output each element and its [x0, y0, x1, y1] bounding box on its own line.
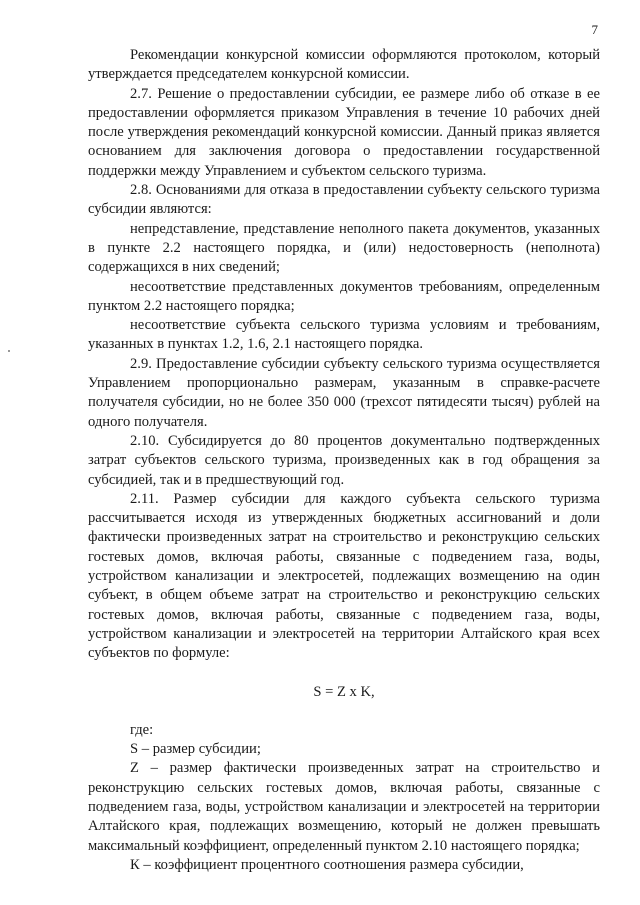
paragraph-refusal-reason-1: непредставление, представление неполного пакета документов, указанных в пункте 2.2 настоящего порядка, и (или) недостоверность (неполнота) содержащихся в них сведений; [88, 220, 600, 276]
paragraph-definition-k: К – коэффициент процентного соотношения размера субсидии, [130, 856, 524, 873]
paragraph-2-11: 2.11. Размер субсидии для каждого субъекта сельского туризма рассчитывается исходя из утвержденных бюджетных ассигнований и доли фактически произведенных затрат на строительство и реконструкцию сельских гостевых домов, включая работы, связанные с подведением газа, воды, устройством канализации и электросетей, подлежащих возмещению на один субъект, в общем объеме затрат на строительство и реконструкцию сельских гостевых домов, включая работы, связанные с подведением газа, воды, устройством канализации и электросетей на территории Алтайского края всех субъектов по формуле: [88, 490, 600, 662]
formula: S = Z x K, [313, 683, 375, 700]
paragraph-2-10: 2.10. Субсидируется до 80 процентов документально подтвержденных затрат субъектов сельского туризма, произведенных как в год обращения за субсидией, так и в предшествующий год. [88, 432, 600, 488]
paragraph-definition-s: S – размер субсидии; [130, 741, 261, 758]
paragraph-definition-z: Z – размер фактически произведенных затрат на строительство и реконструкцию сельских гостевых домов, включая работы, связанные с подведением газа, воды, устройством канализации и электросетей на территории Алтайского края, подлежащих возмещению, который не должен превышать максимальный коэффициент, определенный пунктом 2.10 настоящего порядка; [88, 760, 600, 854]
page-number: 7 [591, 22, 598, 37]
paragraph-where: где: [130, 721, 154, 738]
scan-artifact-dot [8, 350, 10, 352]
paragraph-refusal-reason-2: несоответствие представленных документов требованиям, определенным пунктом 2.2 настоящего порядка; [88, 278, 600, 314]
paragraph-2-8: 2.8. Основаниями для отказа в предоставлении субъекту сельского туризма субсидии являются: [88, 182, 600, 218]
document-body [88, 46, 600, 875]
paragraph-2-9: 2.9. Предоставление субсидии субъекту сельского туризма осуществляется Управлением пропорционально размерам, указанным в справке-расчете получателя субсидии, но не более 350 000 (трехсот пятидесяти тысяч) рублей на одного получателя. [88, 355, 600, 430]
paragraph-protocol: Рекомендации конкурсной комиссии оформляются протоколом, который утверждается председателем конкурсной комиссии. [88, 47, 600, 83]
paragraph-refusal-reason-3: несоответствие субъекта сельского туризма условиям и требованиям, указанных в пунктах 1.2, 1.6, 2.1 настоящего порядка. [88, 317, 600, 353]
paragraph-2-7: 2.7. Решение о предоставлении субсидии, ее размере либо об отказе в ее предоставлении оформляется приказом Управления в течение 10 рабочих дней после утверждения рекомендаций конкурсной комиссии. Данный приказ является основанием для заключения договора о предоставлении государственной поддержки между Управлением и субъектом сельского туризма. [88, 85, 600, 179]
